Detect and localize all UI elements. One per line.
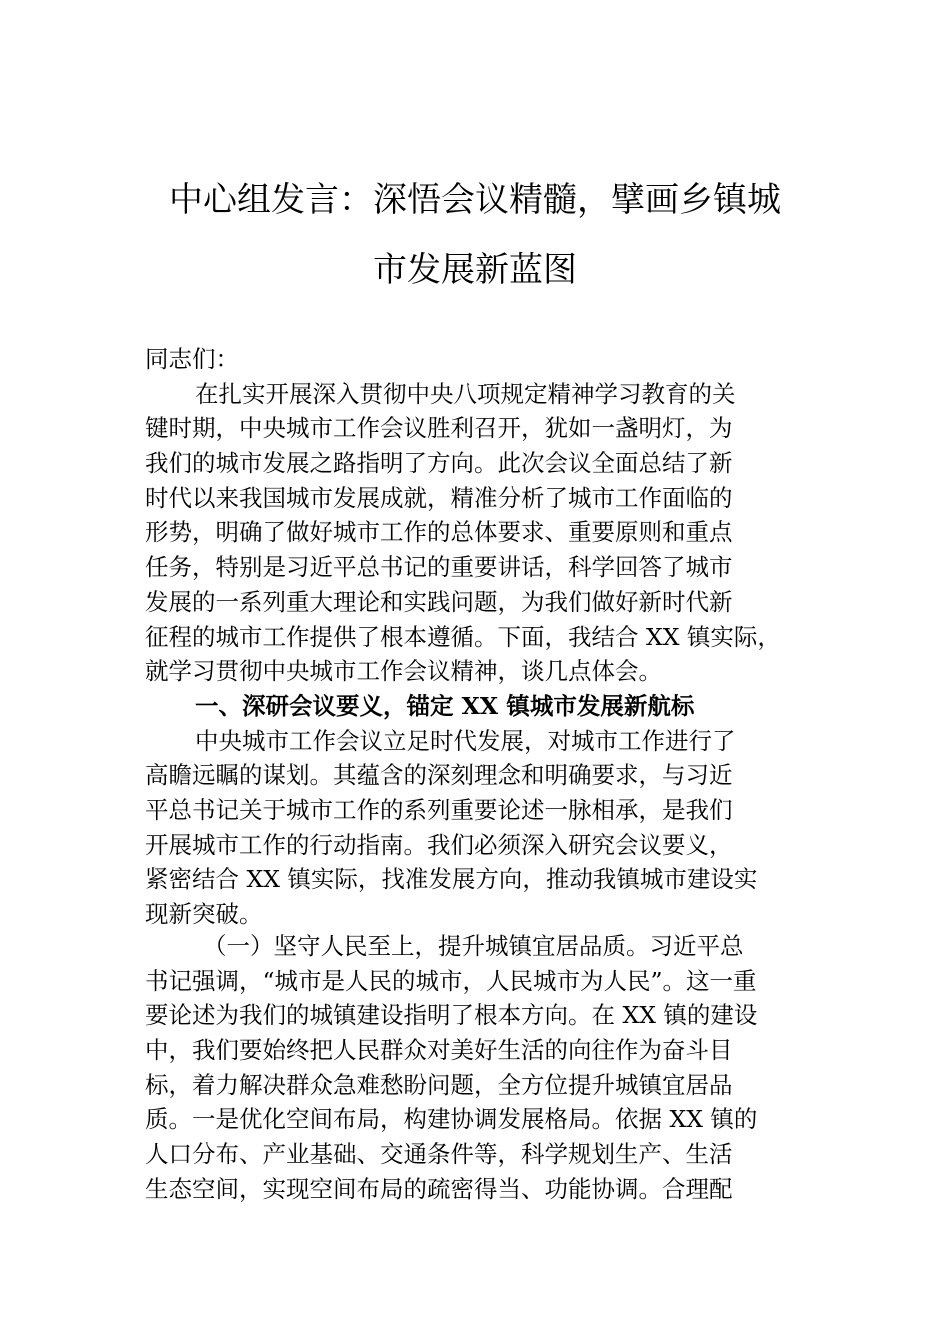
paragraph-line: 质。一是优化空间布局，构建协调发展格局。依据 XX 镇的 [145, 1105, 758, 1134]
paragraph-line: 开展城市工作的行动指南。我们必须深入研究会议要义， [145, 830, 733, 859]
paragraph-line: 生态空间，实现空间布局的疏密得当、功能协调。合理配 [145, 1174, 733, 1203]
paragraph-line: 发展的一系列重大理论和实践问题，为我们做好新时代新 [145, 587, 733, 616]
section-heading: 一、深研会议要义，锚定 XX 镇城市发展新航标 [195, 691, 695, 720]
paragraph-line: 要论述为我们的城镇建设指明了根本方向。在 XX 镇的建设 [145, 1001, 758, 1030]
paragraph-line: 任务，特别是习近平总书记的重要讲话，科学回答了城市 [145, 553, 733, 582]
paragraph-line: 平总书记关于城市工作的系列重要论述一脉相承，是我们 [145, 795, 733, 824]
paragraph-line: 标，着力解决群众急难愁盼问题，全方位提升城镇宜居品 [145, 1070, 733, 1099]
paragraph-line: 中央城市工作会议立足时代发展，对城市工作进行了 [195, 726, 736, 755]
paragraph-line: 时代以来我国城市发展成就，精准分析了城市工作面临的 [145, 483, 733, 512]
paragraph-line: 就学习贯彻中央城市工作会议精神，谈几点体会。 [145, 657, 662, 686]
document-body-continued [145, 929, 835, 1207]
paragraph-line: 征程的城市工作提供了根本遵循。下面，我结合 XX 镇实际， [145, 622, 781, 651]
paragraph-line: 紧密结合 XX 镇实际，找准发展方向，推动我镇城市建设实 [145, 865, 758, 894]
paragraph-line: 高瞻远瞩的谋划。其蕴含的深刻理念和明确要求，与习近 [145, 761, 733, 790]
paragraph-line: 书记强调，“城市是人民的城市，人民城市为人民”。这一重 [145, 966, 757, 995]
document-title-line-2: 市发展新蓝图 [373, 250, 577, 290]
paragraph-line: （一）坚守人民至上，提升城镇宜居品质。习近平总 [203, 932, 744, 960]
document-body [145, 342, 835, 932]
document-title-line-1: 中心组发言：深悟会议精髓，擘画乡镇城 [169, 180, 781, 220]
paragraph-line: 键时期，中央城市工作会议胜利召开，犹如一盏明灯，为 [145, 414, 733, 443]
paragraph-line: 人口分布、产业基础、交通条件等，科学规划生产、生活 [145, 1140, 733, 1169]
paragraph-line: 现新突破。 [145, 900, 263, 928]
paragraph-line: 我们的城市发展之路指明了方向。此次会议全面总结了新 [145, 449, 733, 478]
paragraph-line: 中，我们要始终把人民群众对美好生活的向往作为奋斗目 [145, 1036, 733, 1065]
paragraph-line: 在扎实开展深入贯彻中央八项规定精神学习教育的关 [195, 379, 736, 408]
salutation: 同志们： [145, 345, 239, 373]
paragraph-line: 形势，明确了做好城市工作的总体要求、重要原则和重点 [145, 518, 733, 547]
